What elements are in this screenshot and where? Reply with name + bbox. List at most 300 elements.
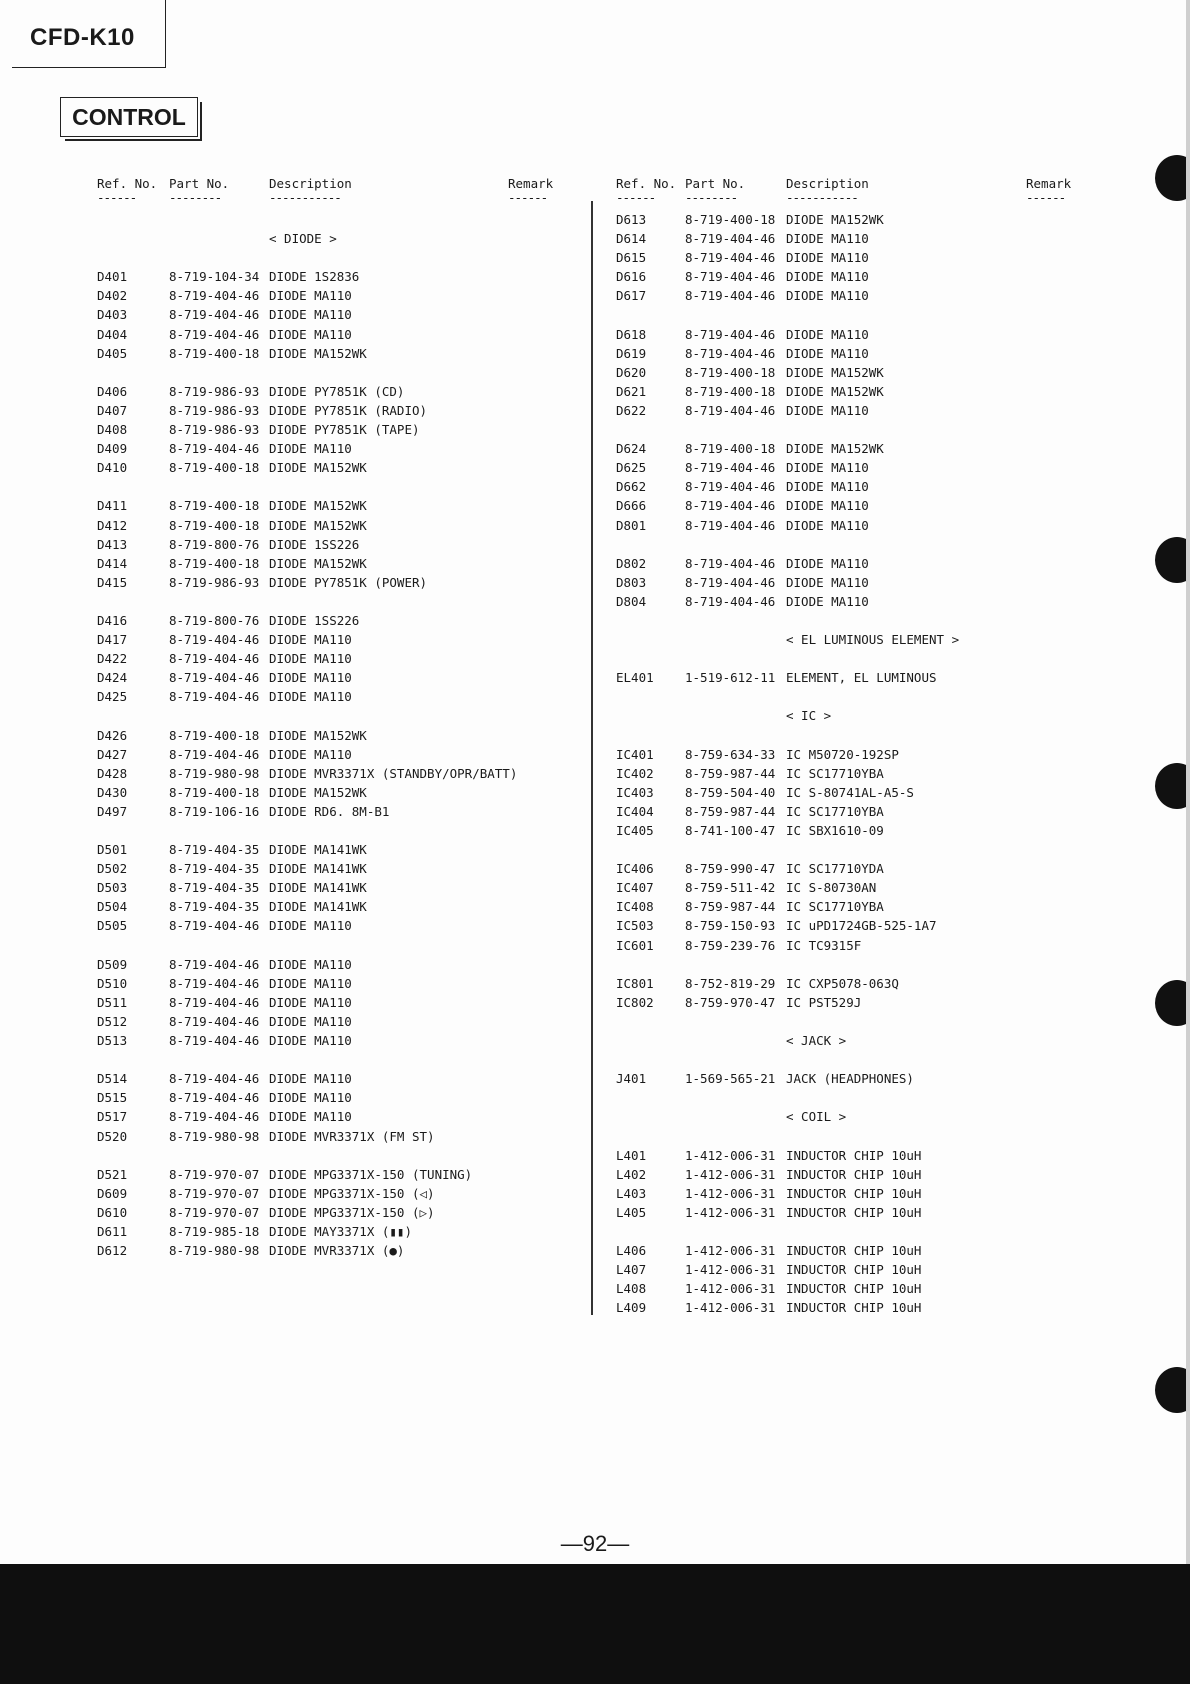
part-no: 8-719-404-46 bbox=[685, 345, 776, 361]
part-no: 8-719-400-18 bbox=[169, 727, 260, 743]
ref-no: D404 bbox=[97, 326, 128, 342]
table-row bbox=[97, 286, 557, 305]
ref-no: L402 bbox=[616, 1166, 647, 1182]
description: DIODE MA110 bbox=[786, 250, 869, 266]
table-row bbox=[616, 344, 1076, 363]
description: DIODE MA110 bbox=[786, 288, 869, 304]
header-rule: -------- bbox=[685, 190, 738, 205]
table-row bbox=[97, 267, 557, 286]
ref-no: D424 bbox=[97, 670, 128, 686]
part-no: 8-719-970-07 bbox=[169, 1166, 260, 1182]
table-row bbox=[97, 783, 557, 802]
part-no: 8-752-819-29 bbox=[685, 975, 776, 991]
ref-no: D624 bbox=[616, 441, 647, 457]
table-row bbox=[97, 516, 557, 535]
table-row bbox=[616, 382, 1076, 401]
table-row bbox=[97, 420, 557, 439]
ref-no: D612 bbox=[97, 1243, 128, 1259]
part-no: 8-719-404-46 bbox=[685, 231, 776, 247]
description: DIODE MA110 bbox=[786, 517, 869, 533]
row-gap bbox=[97, 821, 557, 840]
table-row bbox=[97, 344, 557, 363]
table-row bbox=[97, 382, 557, 401]
ref-no: D513 bbox=[97, 1033, 128, 1049]
description: ELEMENT, EL LUMINOUS bbox=[786, 670, 937, 686]
ref-no: D514 bbox=[97, 1071, 128, 1087]
table-row bbox=[97, 687, 557, 706]
description: INDUCTOR CHIP 10uH bbox=[786, 1300, 922, 1316]
ref-no: D662 bbox=[616, 479, 647, 495]
ref-no: D509 bbox=[97, 956, 128, 972]
ref-no: D505 bbox=[97, 918, 128, 934]
ref-no: J401 bbox=[616, 1071, 647, 1087]
description: DIODE MA141WK bbox=[269, 880, 367, 896]
table-row bbox=[97, 1165, 557, 1184]
description: IC SC17710YBA bbox=[786, 765, 884, 781]
table-row bbox=[616, 1165, 1076, 1184]
part-no: 8-719-404-46 bbox=[685, 555, 776, 571]
part-no: 8-719-400-18 bbox=[685, 383, 776, 399]
row-gap bbox=[97, 706, 557, 725]
part-no: 8-719-980-98 bbox=[169, 1243, 260, 1259]
table-row bbox=[616, 745, 1076, 764]
part-no: 8-759-970-47 bbox=[685, 994, 776, 1010]
table-row bbox=[616, 916, 1076, 935]
part-no: 8-719-404-46 bbox=[169, 632, 260, 648]
part-no: 8-759-239-76 bbox=[685, 937, 776, 953]
table-row bbox=[616, 802, 1076, 821]
table-row bbox=[616, 229, 1076, 248]
category-heading bbox=[97, 229, 557, 248]
description: DIODE MA110 bbox=[786, 593, 869, 609]
ref-no: D414 bbox=[97, 555, 128, 571]
header-rule: ----------- bbox=[269, 190, 341, 205]
part-no: 8-759-990-47 bbox=[685, 861, 776, 877]
ref-no: IC401 bbox=[616, 746, 654, 762]
ref-no: D411 bbox=[97, 498, 128, 514]
description: IC M50720-192SP bbox=[786, 746, 899, 762]
ref-no: D425 bbox=[97, 689, 128, 705]
table-row bbox=[616, 1241, 1076, 1260]
description: DIODE MA110 bbox=[269, 307, 352, 323]
ref-no: IC404 bbox=[616, 803, 654, 819]
ref-no: D803 bbox=[616, 574, 647, 590]
row-gap bbox=[97, 1146, 557, 1165]
table-row bbox=[97, 1012, 557, 1031]
table-row bbox=[97, 668, 557, 687]
description: DIODE MA152WK bbox=[786, 383, 884, 399]
description: INDUCTOR CHIP 10uH bbox=[786, 1281, 922, 1297]
table-row bbox=[616, 1279, 1076, 1298]
table-row bbox=[97, 305, 557, 324]
part-no: 8-759-987-44 bbox=[685, 803, 776, 819]
table-row bbox=[97, 458, 557, 477]
part-no: 8-719-404-46 bbox=[169, 1071, 260, 1087]
row-gap bbox=[616, 420, 1076, 439]
row-gap bbox=[97, 592, 557, 611]
description: INDUCTOR CHIP 10uH bbox=[786, 1185, 922, 1201]
part-no: 8-719-404-35 bbox=[169, 861, 260, 877]
table-row bbox=[97, 726, 557, 745]
part-no: 8-719-404-46 bbox=[685, 498, 776, 514]
part-no: 8-719-404-46 bbox=[685, 250, 776, 266]
description: IC TC9315F bbox=[786, 937, 862, 953]
table-row bbox=[616, 821, 1076, 840]
description: DIODE MA110 bbox=[786, 345, 869, 361]
ref-no: D409 bbox=[97, 441, 128, 457]
part-no: 1-412-006-31 bbox=[685, 1166, 776, 1182]
table-row bbox=[97, 630, 557, 649]
table-row bbox=[97, 955, 557, 974]
ref-no: D417 bbox=[97, 632, 128, 648]
part-no: 8-719-404-46 bbox=[169, 1090, 260, 1106]
category-heading bbox=[616, 706, 1076, 725]
table-row bbox=[616, 1298, 1076, 1317]
part-no: 1-412-006-31 bbox=[685, 1262, 776, 1278]
part-no: 8-719-404-46 bbox=[169, 975, 260, 991]
table-row bbox=[97, 1107, 557, 1126]
table-row bbox=[97, 611, 557, 630]
table-row bbox=[616, 286, 1076, 305]
part-no: 8-719-400-18 bbox=[685, 441, 776, 457]
ref-no: D521 bbox=[97, 1166, 128, 1182]
header-remark: Remark bbox=[1026, 176, 1072, 191]
category-heading bbox=[616, 630, 1076, 649]
description: IC S-80741AL-A5-S bbox=[786, 784, 914, 800]
description: DIODE MA110 bbox=[269, 1109, 352, 1125]
description: DIODE MA110 bbox=[786, 460, 869, 476]
description: DIODE MA110 bbox=[786, 498, 869, 514]
part-no: 8-719-970-07 bbox=[169, 1185, 260, 1201]
part-no: 8-719-400-18 bbox=[169, 498, 260, 514]
part-no: 8-719-404-46 bbox=[169, 288, 260, 304]
header-rule: ------ bbox=[1026, 190, 1066, 205]
table-header bbox=[97, 176, 557, 210]
table-row bbox=[616, 573, 1076, 592]
ref-no: L407 bbox=[616, 1262, 647, 1278]
description: DIODE MA110 bbox=[269, 1071, 352, 1087]
table-row bbox=[616, 993, 1076, 1012]
part-no: 8-719-400-18 bbox=[169, 784, 260, 800]
table-row bbox=[616, 936, 1076, 955]
ref-no: D413 bbox=[97, 536, 128, 552]
part-no: 8-719-986-93 bbox=[169, 422, 260, 438]
ref-no: EL401 bbox=[616, 670, 654, 686]
ref-no: D802 bbox=[616, 555, 647, 571]
part-no: 8-759-987-44 bbox=[685, 765, 776, 781]
table-row bbox=[616, 401, 1076, 420]
ref-no: D407 bbox=[97, 402, 128, 418]
ref-no: D501 bbox=[97, 842, 128, 858]
part-no: 8-719-400-18 bbox=[685, 364, 776, 380]
part-no: 1-569-565-21 bbox=[685, 1071, 776, 1087]
ref-no: IC802 bbox=[616, 994, 654, 1010]
row-gap bbox=[97, 210, 557, 229]
scan-border bbox=[0, 1564, 1190, 1684]
table-row bbox=[97, 897, 557, 916]
part-no: 8-719-986-93 bbox=[169, 402, 260, 418]
description: INDUCTOR CHIP 10uH bbox=[786, 1262, 922, 1278]
part-no: 1-412-006-31 bbox=[685, 1147, 776, 1163]
part-no: 8-719-404-46 bbox=[685, 593, 776, 609]
category-label: < DIODE > bbox=[269, 231, 337, 247]
category-label: < EL LUMINOUS ELEMENT > bbox=[786, 632, 960, 648]
description: IC SBX1610-09 bbox=[786, 823, 884, 838]
parts-list-right bbox=[616, 176, 1076, 1317]
ref-no: D614 bbox=[616, 231, 647, 247]
part-no: 8-759-987-44 bbox=[685, 899, 776, 915]
ref-no: L401 bbox=[616, 1147, 647, 1163]
description: DIODE MA152WK bbox=[786, 212, 884, 227]
part-no: 8-719-800-76 bbox=[169, 536, 260, 552]
ref-no: IC503 bbox=[616, 918, 654, 934]
ref-no: D512 bbox=[97, 1013, 128, 1029]
description: DIODE MA110 bbox=[786, 231, 869, 247]
category-label: < JACK > bbox=[786, 1033, 847, 1049]
ref-no: D610 bbox=[97, 1204, 128, 1220]
ref-no: D504 bbox=[97, 899, 128, 915]
part-no: 8-719-404-46 bbox=[169, 1109, 260, 1125]
punch-hole-icon bbox=[1155, 1367, 1190, 1413]
header-ref: Ref. No. bbox=[97, 176, 158, 191]
table-row bbox=[616, 439, 1076, 458]
ref-no: D510 bbox=[97, 975, 128, 991]
ref-no: D412 bbox=[97, 517, 128, 533]
part-no: 8-719-400-18 bbox=[169, 555, 260, 571]
description: DIODE MA110 bbox=[269, 1090, 352, 1106]
row-gap bbox=[97, 363, 557, 382]
ref-no: D666 bbox=[616, 498, 647, 514]
description: DIODE MA110 bbox=[786, 269, 869, 285]
description: DIODE MPG3371X-150 (◁) bbox=[269, 1185, 435, 1201]
description: DIODE MA110 bbox=[269, 288, 352, 304]
part-no: 8-719-404-35 bbox=[169, 880, 260, 896]
header-rule: -------- bbox=[169, 190, 222, 205]
description: DIODE MA110 bbox=[269, 1033, 352, 1049]
punch-hole-icon bbox=[1155, 537, 1190, 583]
table-row bbox=[97, 1241, 557, 1260]
header-ref: Ref. No. bbox=[616, 176, 677, 191]
part-no: 8-719-404-46 bbox=[685, 574, 776, 590]
description: DIODE PY7851K (CD) bbox=[269, 383, 405, 399]
part-no: 8-719-404-46 bbox=[685, 460, 776, 476]
description: DIODE MA141WK bbox=[269, 861, 367, 877]
description: INDUCTOR CHIP 10uH bbox=[786, 1243, 922, 1259]
description: DIODE MA152WK bbox=[269, 498, 367, 514]
row-gap bbox=[616, 611, 1076, 630]
description: IC S-80730AN bbox=[786, 880, 877, 896]
description: DIODE MA110 bbox=[269, 670, 352, 686]
part-no: 8-719-404-46 bbox=[169, 326, 260, 342]
table-row bbox=[97, 325, 557, 344]
table-row bbox=[97, 878, 557, 897]
table-row bbox=[97, 649, 557, 668]
table-row bbox=[616, 859, 1076, 878]
ref-no: IC601 bbox=[616, 937, 654, 953]
description: DIODE MA152WK bbox=[269, 517, 367, 533]
description: DIODE MA110 bbox=[269, 956, 352, 972]
description: DIODE MA110 bbox=[269, 326, 352, 342]
row-gap bbox=[97, 477, 557, 496]
ref-no: L403 bbox=[616, 1185, 647, 1201]
ref-no: D401 bbox=[97, 269, 128, 285]
description: DIODE MA152WK bbox=[269, 345, 367, 361]
table-header bbox=[616, 176, 1076, 210]
ref-no: D402 bbox=[97, 288, 128, 304]
table-row bbox=[97, 439, 557, 458]
description: DIODE RD6. 8M-B1 bbox=[269, 803, 390, 819]
part-no: 8-719-404-46 bbox=[169, 1013, 260, 1029]
header-desc: Description bbox=[269, 176, 352, 191]
ref-no: IC408 bbox=[616, 899, 654, 915]
part-no: 8-719-404-46 bbox=[169, 956, 260, 972]
table-row bbox=[616, 668, 1076, 687]
table-row bbox=[97, 535, 557, 554]
ref-no: D517 bbox=[97, 1109, 128, 1125]
description: DIODE MA141WK bbox=[269, 899, 367, 915]
table-row bbox=[97, 974, 557, 993]
header-rule: ------ bbox=[508, 190, 548, 205]
description: DIODE MA152WK bbox=[269, 555, 367, 571]
description: DIODE 1SS226 bbox=[269, 612, 360, 628]
part-no: 8-719-404-46 bbox=[169, 1033, 260, 1049]
description: DIODE MA110 bbox=[269, 689, 352, 705]
page-number: —92— bbox=[560, 1531, 630, 1556]
part-no: 8-719-106-16 bbox=[169, 803, 260, 819]
description: DIODE MA110 bbox=[269, 994, 352, 1010]
description: DIODE PY7851K (TAPE) bbox=[269, 422, 420, 438]
ref-no: D406 bbox=[97, 383, 128, 399]
row-gap bbox=[616, 305, 1076, 324]
ref-no: D615 bbox=[616, 250, 647, 266]
part-no: 8-719-404-46 bbox=[685, 479, 776, 495]
description: INDUCTOR CHIP 10uH bbox=[786, 1204, 922, 1220]
description: DIODE MPG3371X-150 (▷) bbox=[269, 1204, 435, 1220]
description: DIODE MA152WK bbox=[269, 460, 367, 476]
table-row bbox=[616, 1203, 1076, 1222]
part-no: 8-719-400-18 bbox=[169, 345, 260, 361]
section-title: CONTROL bbox=[60, 97, 198, 137]
part-no: 8-719-404-46 bbox=[169, 994, 260, 1010]
table-row bbox=[616, 974, 1076, 993]
description: DIODE MA110 bbox=[269, 918, 352, 934]
description: DIODE MA110 bbox=[269, 632, 352, 648]
header-part: Part No. bbox=[685, 176, 746, 191]
ref-no: D804 bbox=[616, 593, 647, 609]
table-row bbox=[97, 1031, 557, 1050]
row-gap bbox=[616, 687, 1076, 706]
table-row bbox=[616, 477, 1076, 496]
table-row bbox=[97, 1184, 557, 1203]
punch-hole-icon bbox=[1155, 980, 1190, 1026]
part-no: 8-719-404-46 bbox=[169, 746, 260, 762]
description: DIODE MA152WK bbox=[786, 441, 884, 457]
part-no: 8-759-634-33 bbox=[685, 746, 776, 762]
table-row bbox=[616, 267, 1076, 286]
ref-no: D497 bbox=[97, 803, 128, 819]
part-no: 8-719-404-46 bbox=[685, 288, 776, 304]
row-gap bbox=[97, 1050, 557, 1069]
table-row bbox=[616, 210, 1076, 229]
table-row bbox=[616, 363, 1076, 382]
table-row bbox=[616, 325, 1076, 344]
table-row bbox=[616, 248, 1076, 267]
table-row bbox=[616, 897, 1076, 916]
header-part: Part No. bbox=[169, 176, 230, 191]
ref-no: D611 bbox=[97, 1223, 128, 1239]
table-row bbox=[97, 916, 557, 935]
ref-no: D503 bbox=[97, 880, 128, 896]
part-no: 8-719-970-07 bbox=[169, 1204, 260, 1220]
description: DIODE MAY3371X (▮▮) bbox=[269, 1223, 412, 1239]
description: DIODE MA110 bbox=[269, 1013, 352, 1029]
page-edge bbox=[1186, 0, 1190, 1564]
ref-no: D422 bbox=[97, 651, 128, 667]
part-no: 8-719-980-98 bbox=[169, 1128, 260, 1144]
ref-no: D511 bbox=[97, 994, 128, 1010]
ref-no: IC407 bbox=[616, 880, 654, 896]
table-row bbox=[616, 878, 1076, 897]
part-no: 8-719-404-46 bbox=[685, 269, 776, 285]
table-row bbox=[97, 1127, 557, 1146]
table-row bbox=[616, 554, 1076, 573]
ref-no: D410 bbox=[97, 460, 128, 476]
row-gap bbox=[616, 1012, 1076, 1031]
category-heading bbox=[616, 1031, 1076, 1050]
ref-no: L409 bbox=[616, 1300, 647, 1316]
ref-no: D617 bbox=[616, 288, 647, 304]
part-no: 1-412-006-31 bbox=[685, 1300, 776, 1316]
part-no: 8-719-404-46 bbox=[685, 517, 776, 533]
ref-no: D428 bbox=[97, 765, 128, 781]
description: DIODE MA110 bbox=[786, 402, 869, 418]
description: JACK (HEADPHONES) bbox=[786, 1071, 914, 1087]
ref-no: D502 bbox=[97, 861, 128, 877]
table-row bbox=[97, 573, 557, 592]
table-row bbox=[97, 840, 557, 859]
ref-no: IC403 bbox=[616, 784, 654, 800]
table-row bbox=[97, 802, 557, 821]
ref-no: D520 bbox=[97, 1128, 128, 1144]
rows-right bbox=[616, 210, 1076, 1317]
table-row bbox=[616, 764, 1076, 783]
description: IC uPD1724GB-525-1A7 bbox=[786, 918, 937, 934]
part-no: 8-719-404-46 bbox=[685, 402, 776, 418]
table-row bbox=[97, 496, 557, 515]
ref-no: D405 bbox=[97, 345, 128, 361]
category-label: < IC > bbox=[786, 708, 832, 724]
model-title: CFD-K10 bbox=[30, 24, 135, 51]
description: DIODE 1SS226 bbox=[269, 536, 360, 552]
table-row bbox=[97, 993, 557, 1012]
part-no: 1-412-006-31 bbox=[685, 1281, 776, 1297]
description: INDUCTOR CHIP 10uH bbox=[786, 1166, 922, 1182]
description: DIODE MA110 bbox=[269, 975, 352, 991]
ref-no: D618 bbox=[616, 326, 647, 342]
ref-no: IC406 bbox=[616, 861, 654, 877]
row-gap bbox=[97, 248, 557, 267]
row-gap bbox=[616, 1222, 1076, 1241]
ref-no: D609 bbox=[97, 1185, 128, 1201]
part-no: 8-719-104-34 bbox=[169, 269, 260, 285]
table-row bbox=[616, 496, 1076, 515]
row-gap bbox=[616, 1088, 1076, 1107]
table-row bbox=[616, 1260, 1076, 1279]
part-no: 8-719-980-98 bbox=[169, 765, 260, 781]
description: DIODE MVR3371X (●) bbox=[269, 1243, 405, 1259]
part-no: 8-719-404-46 bbox=[169, 441, 260, 457]
table-row bbox=[97, 1222, 557, 1241]
